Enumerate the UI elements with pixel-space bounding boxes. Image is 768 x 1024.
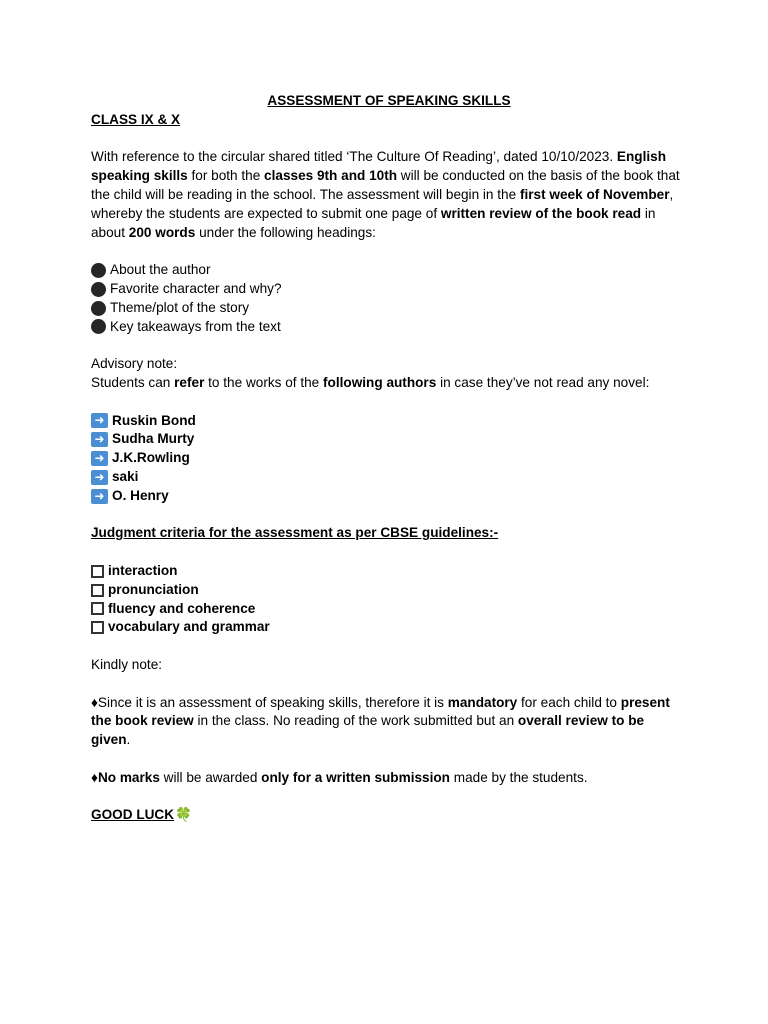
intro-bold-3: first week of November bbox=[519, 186, 670, 202]
list-item bbox=[91, 449, 687, 468]
right-arrow-icon: ➜ bbox=[91, 413, 108, 428]
criteria-label: fluency and coherence bbox=[108, 600, 256, 616]
list-item bbox=[91, 562, 687, 581]
list-item bbox=[91, 261, 687, 280]
note2-bold-2: only for a written submission bbox=[261, 769, 450, 785]
document-body bbox=[91, 92, 687, 825]
advisory-bold-2: following authors bbox=[323, 374, 437, 390]
headings-list bbox=[91, 261, 687, 336]
black-circle-icon bbox=[91, 263, 106, 278]
note1-bold-3: overall review to be given bbox=[91, 713, 645, 748]
criteria-heading: Judgment criteria for the assessment as per CBSE guidelines:- bbox=[91, 525, 499, 541]
black-circle-icon bbox=[91, 301, 106, 316]
note1-text-1: ♦Since it is an assessment of speaking skills, therefore it is bbox=[91, 694, 448, 710]
checkbox-icon bbox=[91, 602, 104, 615]
note1-text-4: . bbox=[126, 732, 131, 748]
author-name: Sudha Murty bbox=[112, 431, 195, 447]
list-item bbox=[91, 468, 687, 487]
checkbox-icon bbox=[91, 565, 104, 578]
note1-bold-2: present the book review bbox=[91, 694, 670, 729]
closing-text: GOOD LUCK bbox=[91, 807, 175, 823]
kindly-note-label: Kindly note: bbox=[91, 656, 163, 672]
intro-text-2: for both the bbox=[187, 168, 265, 184]
note1-text-3: in the class. No reading of the work submitted but an bbox=[193, 713, 518, 729]
class-line: CLASS IX & X bbox=[91, 111, 181, 127]
closing-line bbox=[91, 806, 687, 825]
note2-text-1: will be awarded bbox=[159, 769, 262, 785]
note-paragraph-2 bbox=[91, 769, 687, 788]
note-paragraph-1 bbox=[91, 694, 687, 750]
black-circle-icon bbox=[91, 319, 106, 334]
author-name: J.K.Rowling bbox=[112, 450, 190, 466]
intro-text-5: in about bbox=[91, 205, 656, 240]
list-item bbox=[91, 600, 687, 619]
list-item bbox=[91, 412, 687, 431]
advisory-text-3: in case they’ve not read any novel: bbox=[436, 374, 650, 390]
criteria-label: pronunciation bbox=[108, 581, 199, 597]
note2-bold-1: No marks bbox=[97, 769, 160, 785]
author-name: O. Henry bbox=[112, 487, 169, 503]
black-circle-icon bbox=[91, 282, 106, 297]
spacer bbox=[91, 637, 687, 656]
four-leaf-clover-icon: 🍀 bbox=[175, 807, 193, 824]
note2-text-0: ♦ bbox=[91, 769, 98, 785]
right-arrow-icon: ➜ bbox=[91, 432, 108, 447]
list-item bbox=[91, 487, 687, 506]
spacer bbox=[91, 393, 687, 412]
heading-item-label: About the author bbox=[110, 262, 211, 278]
spacer bbox=[91, 787, 687, 806]
heading-item-label: Key takeaways from the text bbox=[110, 318, 281, 334]
spacer bbox=[91, 336, 687, 355]
advisory-text-1: Students can bbox=[91, 374, 175, 390]
advisory-bold-1: refer bbox=[174, 374, 205, 390]
list-item bbox=[91, 618, 687, 637]
list-item bbox=[91, 318, 687, 337]
right-arrow-icon: ➜ bbox=[91, 451, 108, 466]
note1-text-2: for each child to bbox=[517, 694, 621, 710]
intro-bold-5: 200 words bbox=[128, 224, 196, 240]
checkbox-icon bbox=[91, 621, 104, 634]
advisory-text-2: to the works of the bbox=[204, 374, 324, 390]
intro-text-6: under the following headings: bbox=[195, 224, 376, 240]
intro-text-4: , whereby the students are expected to submit one page of bbox=[91, 186, 674, 221]
advisory-text bbox=[91, 374, 687, 393]
criteria-list bbox=[91, 562, 687, 637]
intro-bold-1: English speaking skills bbox=[91, 149, 667, 184]
intro-text-1: With reference to the circular shared titled ‘The Culture Of Reading’, dated 10/10/2023. bbox=[91, 149, 617, 165]
author-name: Ruskin Bond bbox=[112, 412, 196, 428]
spacer bbox=[91, 675, 687, 694]
right-arrow-icon: ➜ bbox=[91, 489, 108, 504]
list-item bbox=[91, 430, 687, 449]
intro-text-3: will be conducted on the basis of the book that the child will be reading in the school. The assessment will begin in the bbox=[91, 168, 680, 202]
list-item bbox=[91, 581, 687, 600]
intro-paragraph bbox=[91, 148, 687, 242]
criteria-label: interaction bbox=[108, 562, 178, 578]
authors-list bbox=[91, 412, 687, 506]
checkbox-icon bbox=[91, 584, 104, 597]
spacer bbox=[91, 506, 687, 525]
author-name: saki bbox=[112, 468, 139, 484]
note1-bold-1: mandatory bbox=[447, 694, 518, 710]
heading-item-label: Favorite character and why? bbox=[110, 280, 282, 296]
intro-bold-4: written review of the book read bbox=[440, 205, 642, 221]
spacer bbox=[91, 750, 687, 769]
list-item bbox=[91, 299, 687, 318]
criteria-label: vocabulary and grammar bbox=[108, 619, 270, 635]
spacer bbox=[91, 242, 687, 261]
document-title: ASSESSMENT OF SPEAKING SKILLS bbox=[267, 93, 511, 108]
list-item bbox=[91, 280, 687, 299]
heading-item-label: Theme/plot of the story bbox=[110, 299, 250, 315]
advisory-label: Advisory note: bbox=[91, 356, 178, 372]
right-arrow-icon: ➜ bbox=[91, 470, 108, 485]
note2-text-2: made by the students. bbox=[449, 769, 588, 785]
intro-bold-2: classes 9th and 10th bbox=[264, 168, 398, 184]
spacer bbox=[91, 543, 687, 562]
